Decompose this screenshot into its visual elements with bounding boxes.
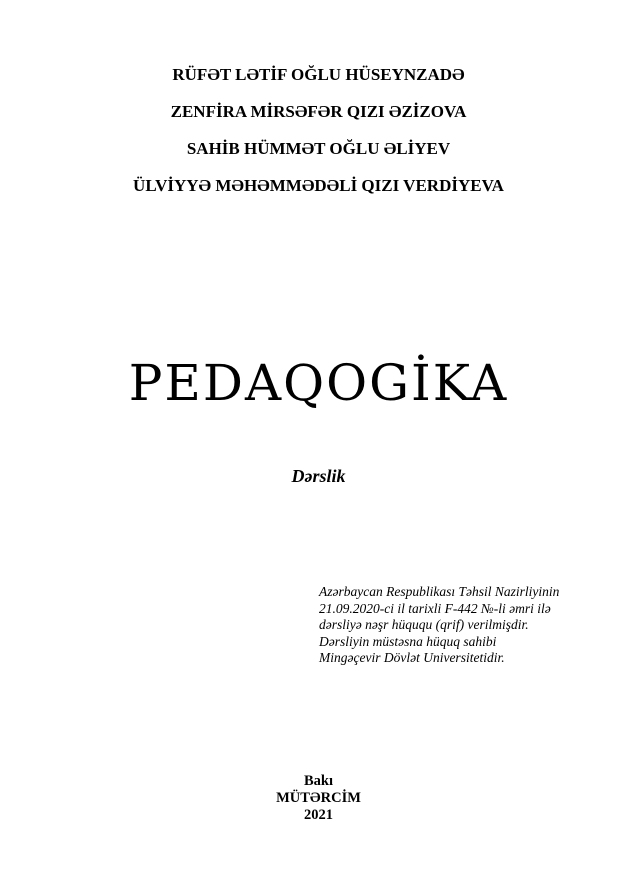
approval-line: Dərsliyin müstəsna hüquq sahibi (319, 633, 497, 649)
author-name: SAHİB HÜMMƏT OĞLU ƏLİYEV (186, 139, 451, 158)
approval-line: dərsliyə nəşr hüququ (qrif) verilmişdir. (319, 617, 529, 632)
book-title: PEDAQOGİKA (128, 354, 509, 412)
approval-line: Azərbaycan Respublikası Təhsil Nazirliyinin (319, 584, 560, 599)
approval-note (319, 584, 619, 667)
author-name: RÜFƏT LƏTİF OĞLU HÜSEYNZADƏ (172, 65, 465, 84)
imprint (0, 773, 637, 824)
imprint-year: 2021 (304, 807, 333, 823)
author-name: ÜLVİYYƏ MƏHƏMMƏDƏLİ QIZI VERDİYEVA (133, 176, 504, 195)
author-list (0, 64, 637, 212)
approval-line: 21.09.2020-ci il tarixli F-442 №-li əmri ilə (319, 600, 551, 616)
book-subtitle: Dərslik (291, 466, 346, 486)
imprint-city: Bakı (303, 773, 333, 789)
approval-line: Mingəçevir Dövlət Universitetidir. (319, 650, 505, 665)
imprint-publisher: MÜTƏRCİM (276, 790, 361, 806)
author-name: ZENFİRA MİRSƏFƏR QIZI ƏZİZOVA (170, 102, 467, 121)
